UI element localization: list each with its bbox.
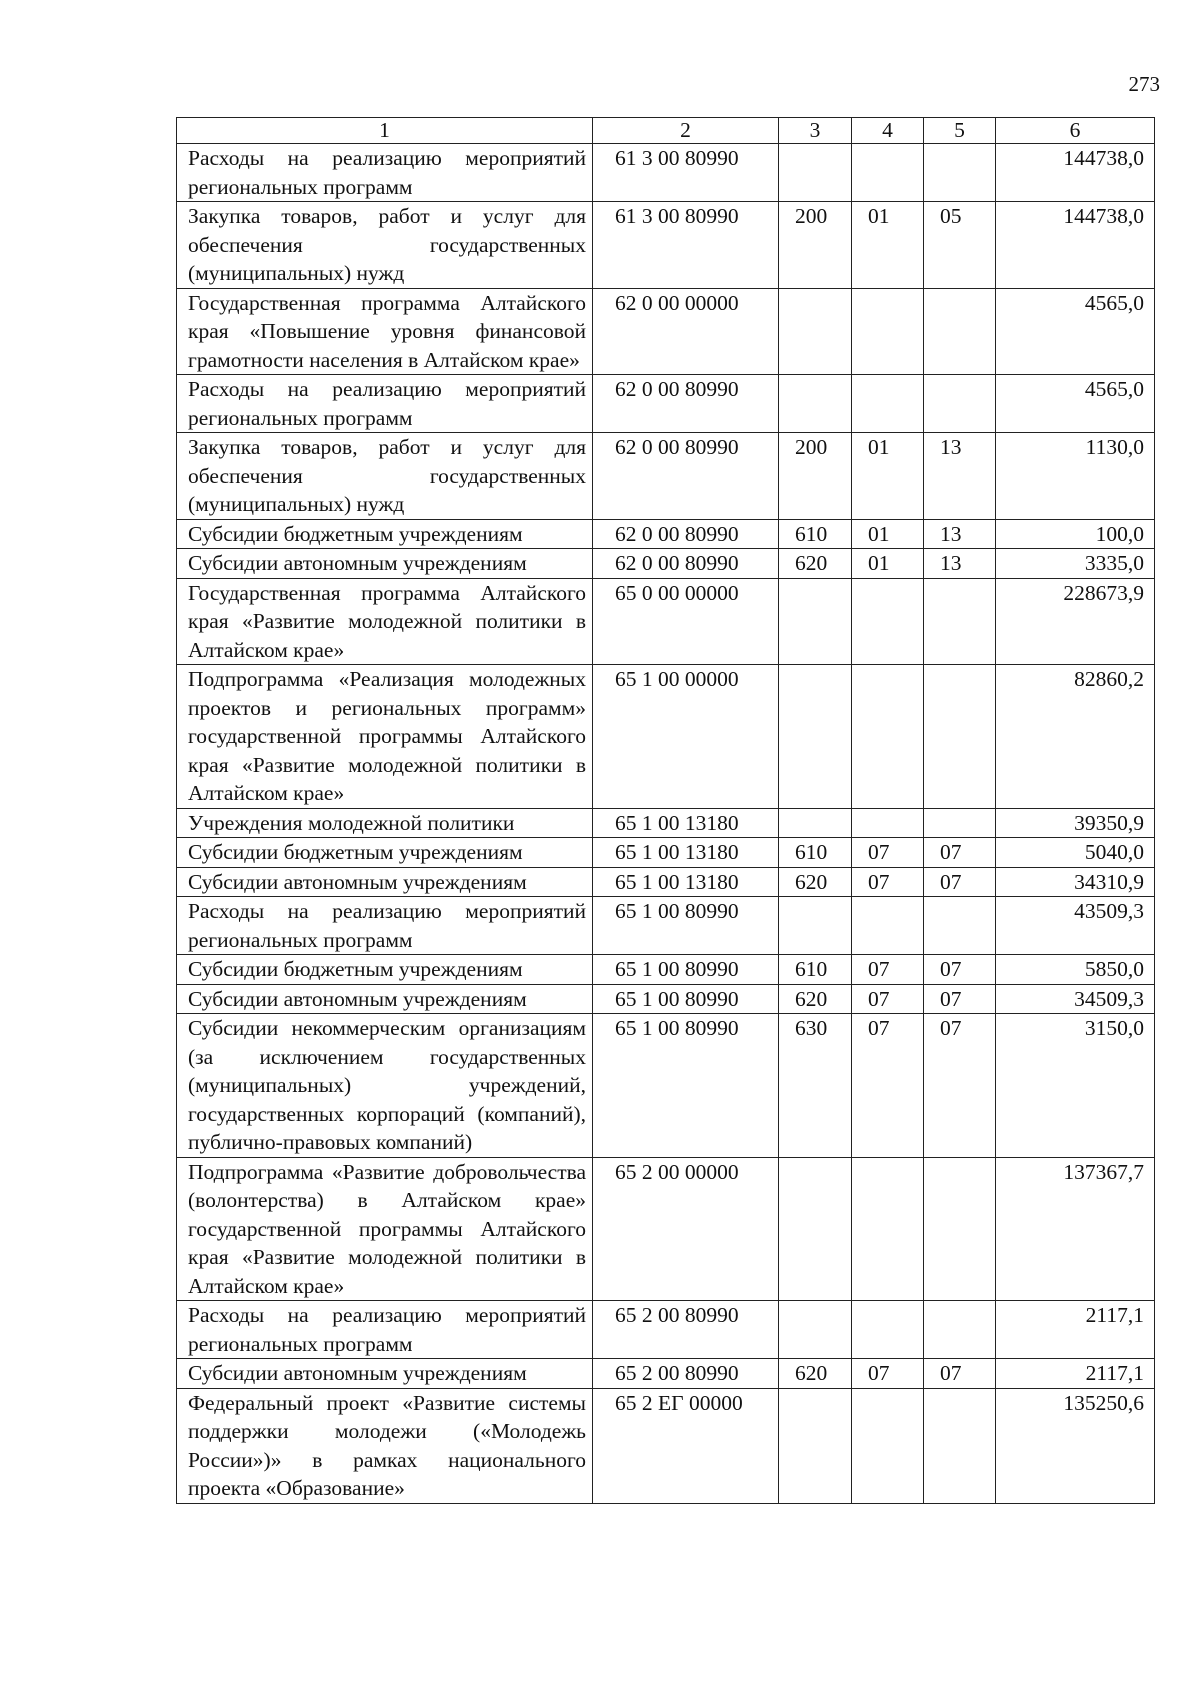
row-col3-cell xyxy=(779,808,852,838)
row-code-cell: 62 0 00 00000 xyxy=(593,288,779,375)
row-amount-cell: 144738,0 xyxy=(996,202,1155,289)
row-col5-cell: 07 xyxy=(924,984,996,1014)
table-row xyxy=(177,984,1155,1014)
table-row xyxy=(177,838,1155,868)
row-col4-cell: 01 xyxy=(852,519,924,549)
row-col3-cell: 200 xyxy=(779,202,852,289)
row-col5-cell xyxy=(924,1388,996,1503)
row-col5-cell xyxy=(924,808,996,838)
row-col4-cell xyxy=(852,808,924,838)
table-row xyxy=(177,955,1155,985)
page-number: 273 xyxy=(1128,72,1160,96)
row-name-cell: Расходы на реализацию мероприятий региональных программ xyxy=(177,1301,593,1359)
header-cell-3: 3 xyxy=(779,118,852,144)
row-amount-cell: 34509,3 xyxy=(996,984,1155,1014)
row-name-cell: Закупка товаров, работ и услуг для обеспечения государственных (муниципальных) нужд xyxy=(177,433,593,520)
row-code-cell: 65 0 00 00000 xyxy=(593,578,779,665)
table-row xyxy=(177,1014,1155,1158)
row-name-cell: Расходы на реализацию мероприятий региональных программ xyxy=(177,375,593,433)
row-col4-cell: 01 xyxy=(852,549,924,579)
table-row xyxy=(177,578,1155,665)
row-col3-cell: 620 xyxy=(779,867,852,897)
header-cell-1: 1 xyxy=(177,118,593,144)
row-code-cell: 62 0 00 80990 xyxy=(593,519,779,549)
row-code-cell: 61 3 00 80990 xyxy=(593,202,779,289)
row-col3-cell: 630 xyxy=(779,1014,852,1158)
row-col3-cell: 200 xyxy=(779,433,852,520)
row-col5-cell xyxy=(924,897,996,955)
row-code-cell: 65 1 00 13180 xyxy=(593,838,779,868)
row-name-cell: Субсидии автономным учреждениям xyxy=(177,867,593,897)
row-amount-cell: 135250,6 xyxy=(996,1388,1155,1503)
row-col4-cell xyxy=(852,578,924,665)
table-row xyxy=(177,867,1155,897)
row-col3-cell xyxy=(779,144,852,202)
row-code-cell: 65 2 00 80990 xyxy=(593,1301,779,1359)
row-name-cell: Подпрограмма «Реализация молодежных проектов и региональных программ» государственной программы Алтайского края «Развитие молодежной политики в Алтайском крае» xyxy=(177,665,593,809)
row-col4-cell: 07 xyxy=(852,984,924,1014)
row-code-cell: 65 2 ЕГ 00000 xyxy=(593,1388,779,1503)
row-name-cell: Государственная программа Алтайского края «Развитие молодежной политики в Алтайском крае» xyxy=(177,578,593,665)
row-col5-cell: 07 xyxy=(924,1014,996,1158)
row-col4-cell xyxy=(852,375,924,433)
row-col5-cell: 07 xyxy=(924,838,996,868)
row-col3-cell xyxy=(779,1157,852,1301)
header-cell-6: 6 xyxy=(996,118,1155,144)
row-col3-cell xyxy=(779,665,852,809)
row-col5-cell: 05 xyxy=(924,202,996,289)
row-col3-cell xyxy=(779,1301,852,1359)
row-code-cell: 65 1 00 80990 xyxy=(593,897,779,955)
row-col3-cell: 610 xyxy=(779,519,852,549)
row-col5-cell: 07 xyxy=(924,867,996,897)
row-col3-cell: 620 xyxy=(779,1359,852,1389)
row-col4-cell xyxy=(852,1388,924,1503)
row-code-cell: 65 1 00 00000 xyxy=(593,665,779,809)
table-row xyxy=(177,808,1155,838)
row-code-cell: 65 2 00 00000 xyxy=(593,1157,779,1301)
row-col3-cell xyxy=(779,1388,852,1503)
table-row xyxy=(177,144,1155,202)
row-amount-cell: 1130,0 xyxy=(996,433,1155,520)
row-name-cell: Государственная программа Алтайского края «Повышение уровня финансовой грамотности населения в Алтайском крае» xyxy=(177,288,593,375)
row-col5-cell xyxy=(924,144,996,202)
row-amount-cell: 5040,0 xyxy=(996,838,1155,868)
row-amount-cell: 3335,0 xyxy=(996,549,1155,579)
row-amount-cell: 43509,3 xyxy=(996,897,1155,955)
row-col5-cell xyxy=(924,375,996,433)
row-col5-cell xyxy=(924,1157,996,1301)
header-cell-4: 4 xyxy=(852,118,924,144)
row-amount-cell: 4565,0 xyxy=(996,375,1155,433)
row-col4-cell: 07 xyxy=(852,867,924,897)
table-row xyxy=(177,1301,1155,1359)
table-body xyxy=(177,118,1155,1504)
row-amount-cell: 4565,0 xyxy=(996,288,1155,375)
row-col3-cell: 620 xyxy=(779,984,852,1014)
row-amount-cell: 5850,0 xyxy=(996,955,1155,985)
row-amount-cell: 82860,2 xyxy=(996,665,1155,809)
row-col4-cell: 01 xyxy=(852,202,924,289)
row-col3-cell: 610 xyxy=(779,955,852,985)
row-amount-cell: 2117,1 xyxy=(996,1359,1155,1389)
row-code-cell: 62 0 00 80990 xyxy=(593,433,779,520)
row-amount-cell: 2117,1 xyxy=(996,1301,1155,1359)
row-amount-cell: 3150,0 xyxy=(996,1014,1155,1158)
row-name-cell: Субсидии бюджетным учреждениям xyxy=(177,838,593,868)
row-name-cell: Субсидии автономным учреждениям xyxy=(177,1359,593,1389)
row-name-cell: Субсидии бюджетным учреждениям xyxy=(177,519,593,549)
row-col5-cell xyxy=(924,665,996,809)
row-col3-cell: 610 xyxy=(779,838,852,868)
row-col5-cell: 07 xyxy=(924,955,996,985)
row-col5-cell: 13 xyxy=(924,519,996,549)
row-col5-cell: 07 xyxy=(924,1359,996,1389)
row-code-cell: 62 0 00 80990 xyxy=(593,549,779,579)
row-name-cell: Субсидии автономным учреждениям xyxy=(177,984,593,1014)
row-col5-cell xyxy=(924,578,996,665)
table-row xyxy=(177,1388,1155,1503)
row-name-cell: Субсидии некоммерческим организациям (за исключением государственных (муниципальных) учреждений, государственных корпораций (компаний), публично-правовых компаний) xyxy=(177,1014,593,1158)
row-col4-cell: 07 xyxy=(852,1014,924,1158)
table-row xyxy=(177,433,1155,520)
row-name-cell: Подпрограмма «Развитие добровольчества (волонтерства) в Алтайском крае» государственной программы Алтайского края «Развитие молодежной политики в Алтайском крае» xyxy=(177,1157,593,1301)
row-col5-cell: 13 xyxy=(924,433,996,520)
table-row xyxy=(177,1157,1155,1301)
row-code-cell: 65 2 00 80990 xyxy=(593,1359,779,1389)
row-code-cell: 61 3 00 80990 xyxy=(593,144,779,202)
row-amount-cell: 100,0 xyxy=(996,519,1155,549)
row-col4-cell: 07 xyxy=(852,838,924,868)
table-row xyxy=(177,665,1155,809)
row-name-cell: Субсидии автономным учреждениям xyxy=(177,549,593,579)
row-col4-cell xyxy=(852,288,924,375)
table-row xyxy=(177,897,1155,955)
row-col4-cell xyxy=(852,665,924,809)
row-col3-cell: 620 xyxy=(779,549,852,579)
table-row xyxy=(177,549,1155,579)
table-row xyxy=(177,519,1155,549)
row-code-cell: 65 1 00 13180 xyxy=(593,867,779,897)
row-code-cell: 65 1 00 13180 xyxy=(593,808,779,838)
table-row xyxy=(177,375,1155,433)
row-name-cell: Учреждения молодежной политики xyxy=(177,808,593,838)
row-col5-cell xyxy=(924,288,996,375)
table-row xyxy=(177,202,1155,289)
row-col5-cell: 13 xyxy=(924,549,996,579)
row-col3-cell xyxy=(779,288,852,375)
row-code-cell: 65 1 00 80990 xyxy=(593,984,779,1014)
row-col4-cell xyxy=(852,144,924,202)
row-amount-cell: 39350,9 xyxy=(996,808,1155,838)
row-col4-cell xyxy=(852,897,924,955)
row-col3-cell xyxy=(779,375,852,433)
row-name-cell: Субсидии бюджетным учреждениям xyxy=(177,955,593,985)
row-amount-cell: 144738,0 xyxy=(996,144,1155,202)
table-row xyxy=(177,288,1155,375)
row-col4-cell xyxy=(852,1301,924,1359)
budget-table xyxy=(176,117,1155,1504)
row-name-cell: Закупка товаров, работ и услуг для обеспечения государственных (муниципальных) нужд xyxy=(177,202,593,289)
row-name-cell: Федеральный проект «Развитие системы поддержки молодежи («Молодежь России»)» в рамках национального проекта «Образование» xyxy=(177,1388,593,1503)
row-col5-cell xyxy=(924,1301,996,1359)
header-cell-5: 5 xyxy=(924,118,996,144)
header-cell-2: 2 xyxy=(593,118,779,144)
row-amount-cell: 137367,7 xyxy=(996,1157,1155,1301)
header-row xyxy=(177,118,1155,144)
row-col3-cell xyxy=(779,578,852,665)
row-code-cell: 62 0 00 80990 xyxy=(593,375,779,433)
table-row xyxy=(177,1359,1155,1389)
row-amount-cell: 34310,9 xyxy=(996,867,1155,897)
row-col3-cell xyxy=(779,897,852,955)
row-name-cell: Расходы на реализацию мероприятий региональных программ xyxy=(177,144,593,202)
row-code-cell: 65 1 00 80990 xyxy=(593,955,779,985)
row-col4-cell: 01 xyxy=(852,433,924,520)
row-name-cell: Расходы на реализацию мероприятий региональных программ xyxy=(177,897,593,955)
row-code-cell: 65 1 00 80990 xyxy=(593,1014,779,1158)
row-col4-cell xyxy=(852,1157,924,1301)
row-amount-cell: 228673,9 xyxy=(996,578,1155,665)
row-col4-cell: 07 xyxy=(852,1359,924,1389)
row-col4-cell: 07 xyxy=(852,955,924,985)
